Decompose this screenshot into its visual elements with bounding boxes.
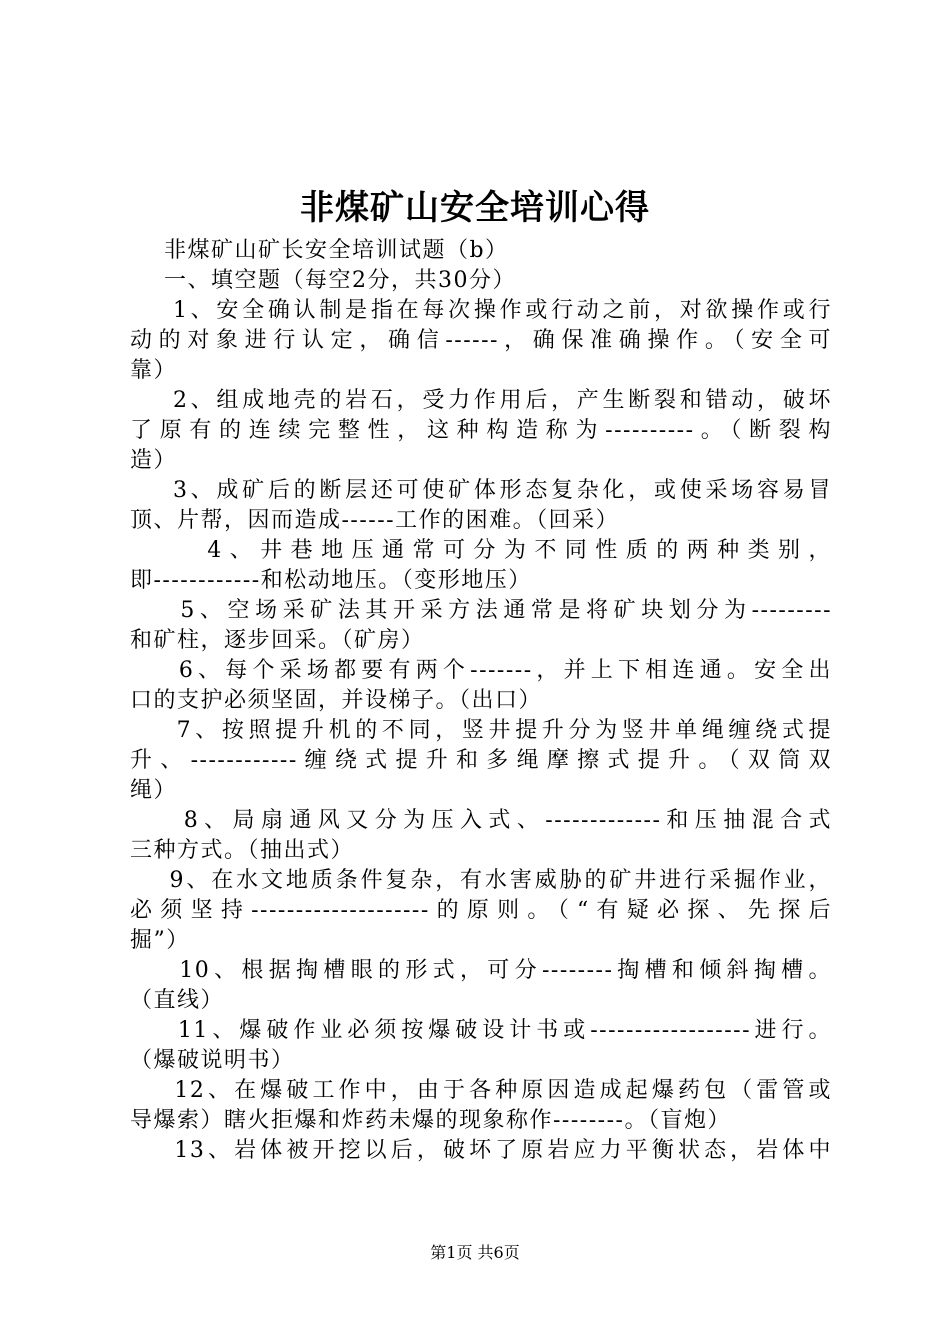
text-line: 8、局扇通风又分为压入式、-------------和压抽混合式: [130, 808, 832, 833]
text-line: 6、每个采场都要有两个-------，并上下相连通。安全出: [130, 658, 832, 683]
text-line: 非煤矿山矿长安全培训试题（b）: [130, 238, 509, 263]
text-line: 靠）: [130, 358, 178, 383]
text-line: 4、井巷地压通常可分为不同性质的两种类别，: [130, 538, 832, 563]
text-line: 掘”）: [130, 928, 190, 953]
text-line: 11、爆破作业必须按爆破设计书或------------------进行。: [130, 1018, 832, 1043]
text-line: 三种方式。（抽出式）: [130, 838, 355, 863]
text-line: 绳）: [130, 778, 178, 803]
page-footer: 第1页 共6页: [430, 1243, 520, 1262]
text-line: 造）: [130, 448, 178, 473]
text-line: 了原有的连续完整性，这种构造称为----------。（断裂构: [130, 418, 832, 443]
text-line: 7、按照提升机的不同，竖井提升分为竖井单绳缠绕式提: [130, 718, 832, 743]
text-line: （爆破说明书）: [130, 1048, 295, 1073]
text-line: （直线）: [130, 988, 225, 1013]
text-line: 3、成矿后的断层还可使矿体形态复杂化，或使采场容易冒: [130, 478, 832, 503]
text-line: 13、岩体被开挖以后，破坏了原岩应力平衡状态，岩体中: [130, 1138, 832, 1163]
text-line: 5、空场采矿法其开采方法通常是将矿块划分为---------: [130, 598, 832, 623]
text-line: 顶、片帮，因而造成------工作的困难。（回采）: [130, 508, 620, 533]
text-line: 10、根据掏槽眼的形式，可分--------掏槽和倾斜掏槽。: [130, 958, 832, 983]
text-line: 12、在爆破工作中，由于各种原因造成起爆药包（雷管或: [130, 1078, 832, 1103]
text-line: 1、安全确认制是指在每次操作或行动之前，对欲操作或行: [130, 298, 832, 323]
document-title: 非煤矿山安全培训心得: [300, 188, 650, 228]
text-line: 口的支护必须坚固，并设梯子。（出口）: [130, 688, 543, 713]
text-line: 导爆索）瞎火拒爆和炸药未爆的现象称作--------。（盲炮）: [130, 1108, 731, 1133]
text-line: 一、填空题（每空2分，共30分）: [130, 268, 516, 293]
text-line: 即------------和松动地压。（变形地压）: [130, 568, 532, 593]
text-line: 升、------------缠绕式提升和多绳摩擦式提升。（双筒双: [130, 748, 832, 773]
text-line: 2、组成地壳的岩石，受力作用后，产生断裂和错动，破坏: [130, 388, 832, 413]
text-line: 9、在水文地质条件复杂，有水害威胁的矿井进行采掘作业，: [130, 868, 832, 893]
text-line: 必须坚持--------------------的原则。（“有疑必探、先探后: [130, 898, 832, 923]
text-line: 动的对象进行认定，确信------，确保准确操作。（安全可: [130, 328, 832, 353]
document-body: [130, 236, 832, 1166]
text-line: 和矿柱，逐步回采。（矿房）: [130, 628, 425, 653]
